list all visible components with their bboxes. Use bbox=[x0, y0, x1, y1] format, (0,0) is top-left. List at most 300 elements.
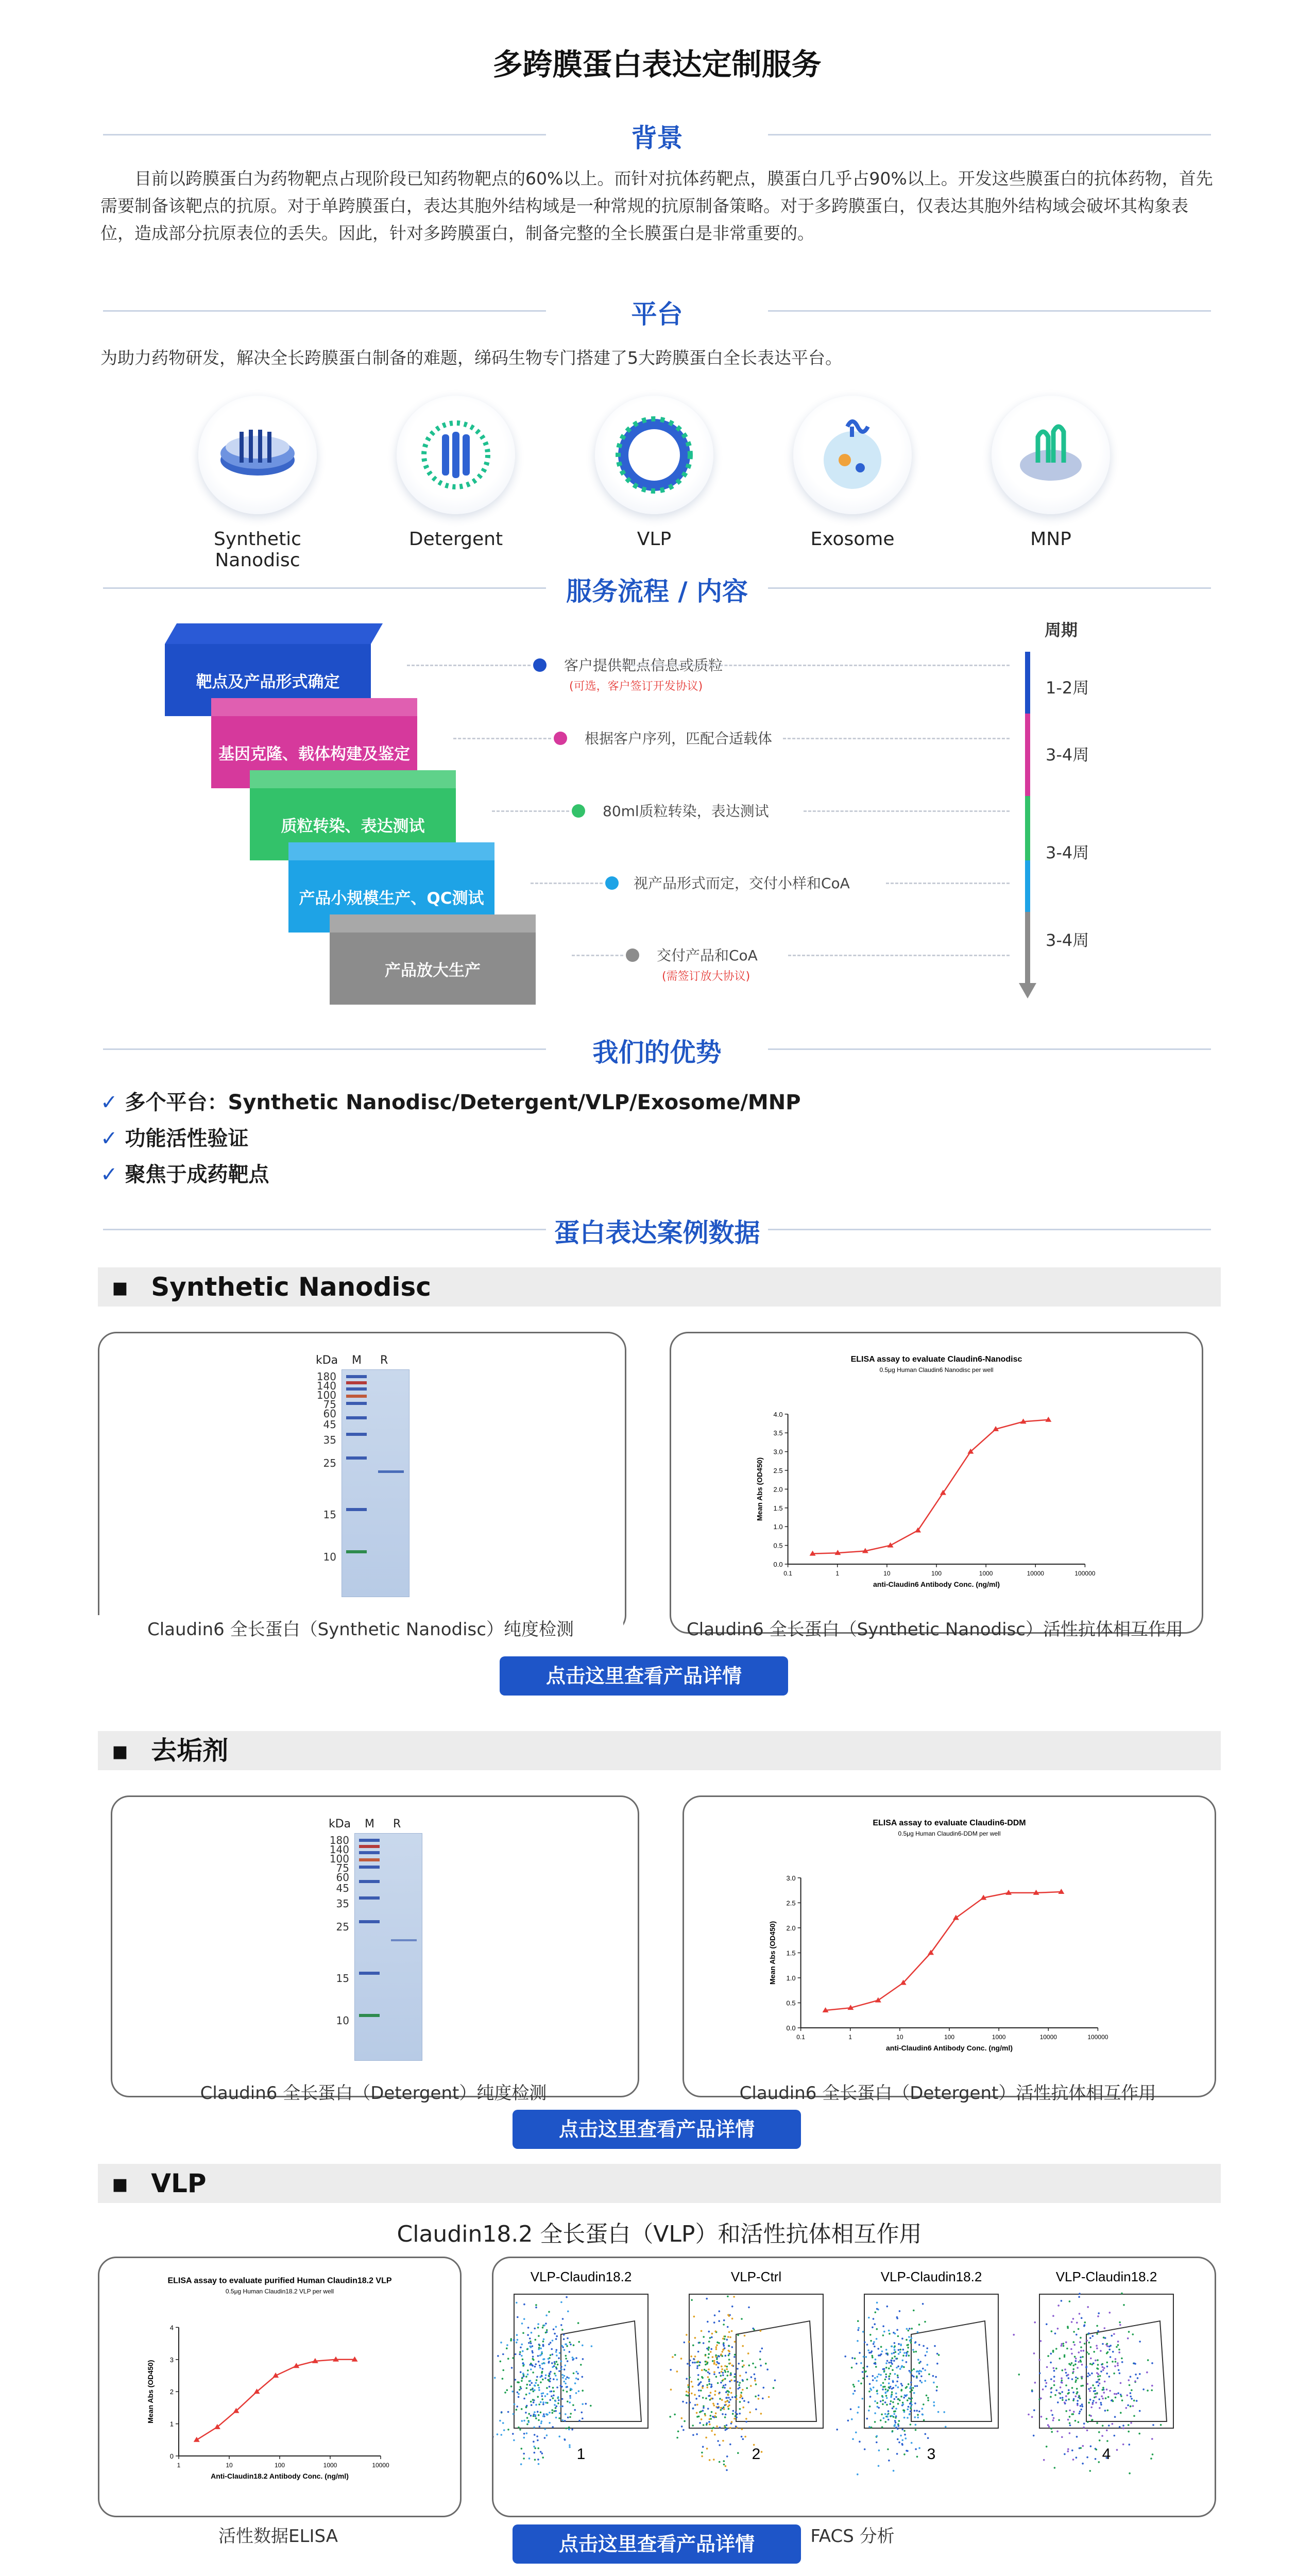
facs-event bbox=[922, 2368, 924, 2370]
facs-event bbox=[1086, 2340, 1088, 2342]
facs-event bbox=[1082, 2445, 1084, 2447]
facs-event bbox=[874, 2400, 876, 2402]
facs-event bbox=[1059, 2358, 1061, 2360]
facs-event bbox=[1090, 2346, 1092, 2348]
facs-event bbox=[890, 2360, 892, 2362]
facs-event bbox=[1097, 2376, 1099, 2378]
facs-event bbox=[564, 2375, 566, 2377]
facs-event bbox=[1064, 2402, 1066, 2404]
facs-event bbox=[724, 2369, 726, 2371]
facs-event bbox=[708, 2421, 710, 2423]
facs-event bbox=[513, 2439, 515, 2442]
facs-event bbox=[1072, 2413, 1074, 2415]
facs-event bbox=[910, 2424, 912, 2426]
facs-event bbox=[923, 2403, 925, 2405]
timeline-segment bbox=[1025, 714, 1030, 796]
facs-event bbox=[541, 2393, 543, 2395]
platform-label: Synthetic Nanodisc bbox=[214, 529, 301, 571]
facs-event bbox=[537, 2411, 539, 2413]
facs-event bbox=[691, 2299, 693, 2301]
facs-event bbox=[852, 2384, 855, 2386]
facs-event bbox=[910, 2408, 912, 2410]
facs-event bbox=[1089, 2399, 1091, 2401]
x-tick-label: 100 bbox=[274, 2462, 285, 2469]
facs-event bbox=[523, 2433, 525, 2435]
facs-event bbox=[510, 2385, 513, 2387]
facs-event bbox=[698, 2395, 701, 2397]
facs-event bbox=[1060, 2393, 1062, 2395]
elisa-card bbox=[98, 2257, 462, 2517]
facs-event bbox=[728, 2401, 730, 2403]
facs-event bbox=[719, 2461, 721, 2463]
facs-event bbox=[1118, 2351, 1120, 2353]
platform-mnp[interactable] bbox=[979, 396, 1123, 550]
facs-event bbox=[897, 2403, 899, 2405]
facs-event bbox=[545, 2413, 548, 2415]
facs-event bbox=[670, 2369, 672, 2371]
platform-paragraph: 为助力药物研发，解决全长跨膜蛋白制备的难题，绨码生物专门搭建了5大跨膜蛋白全长表达平台。 bbox=[100, 348, 842, 368]
facs-event bbox=[697, 2379, 699, 2381]
facs-event bbox=[722, 2386, 724, 2388]
facs-event bbox=[720, 2409, 722, 2411]
facs-event bbox=[719, 2444, 721, 2446]
facs-event bbox=[560, 2301, 562, 2303]
facs-event bbox=[869, 2405, 871, 2408]
facs-event bbox=[706, 2448, 708, 2450]
facs-event bbox=[882, 2403, 884, 2405]
facs-event bbox=[540, 2401, 542, 2403]
facs-event bbox=[705, 2370, 707, 2372]
facs-event bbox=[1068, 2398, 1070, 2400]
facs-event bbox=[1060, 2397, 1062, 2399]
facs-event bbox=[726, 2339, 728, 2341]
facs-event bbox=[888, 2460, 890, 2462]
facs-event bbox=[874, 2323, 876, 2325]
facs-event bbox=[1125, 2407, 1128, 2409]
facs-event bbox=[866, 2418, 868, 2420]
facs-event bbox=[729, 2380, 731, 2382]
facs-event bbox=[734, 2354, 736, 2356]
facs-event bbox=[702, 2410, 704, 2412]
facs-event bbox=[1082, 2463, 1084, 2465]
x-tick-label: 10000 bbox=[1027, 1570, 1044, 1577]
facs-event bbox=[729, 2427, 731, 2429]
facs-event bbox=[1046, 2324, 1048, 2326]
facs-event bbox=[907, 2347, 909, 2349]
facs-event bbox=[707, 2376, 709, 2378]
subsection-bar: ▪ VLP bbox=[98, 2164, 1221, 2203]
facs-event bbox=[500, 2342, 502, 2344]
chart-title: ELISA assay to evaluate purified Human Claudin18.2 VLP bbox=[167, 2276, 392, 2285]
gel-card bbox=[98, 1332, 626, 1634]
facs-event bbox=[1120, 2382, 1122, 2384]
facs-event bbox=[857, 2329, 859, 2331]
facs-event bbox=[726, 2455, 728, 2458]
facs-event bbox=[888, 2382, 890, 2384]
facs-event bbox=[731, 2330, 733, 2332]
facs-event bbox=[564, 2439, 566, 2441]
facs-event bbox=[542, 2327, 544, 2329]
facs-event bbox=[1098, 2312, 1100, 2314]
facs-event bbox=[892, 2408, 894, 2410]
facs-event bbox=[677, 2431, 679, 2433]
facs-event bbox=[1152, 2424, 1154, 2426]
facs-event bbox=[519, 2353, 521, 2355]
facs-event bbox=[1098, 2374, 1100, 2376]
timeline-segment bbox=[1025, 860, 1030, 912]
facs-event bbox=[554, 2333, 556, 2335]
facs-event bbox=[864, 2448, 866, 2450]
facs-event bbox=[1092, 2335, 1094, 2337]
facs-event bbox=[577, 2378, 579, 2380]
facs-event bbox=[899, 2349, 901, 2351]
facs-event bbox=[523, 2398, 525, 2400]
arrow-down-icon bbox=[1019, 983, 1036, 998]
facs-event bbox=[894, 2345, 896, 2347]
facs-event bbox=[546, 2329, 548, 2331]
facs-event bbox=[721, 2365, 723, 2367]
facs-event bbox=[911, 2404, 913, 2406]
facs-event bbox=[1111, 2400, 1113, 2402]
facs-event bbox=[874, 2346, 876, 2348]
facs-event bbox=[670, 2388, 672, 2391]
facs-event bbox=[535, 2304, 537, 2306]
facs-event bbox=[557, 2402, 559, 2404]
facs-event bbox=[494, 2377, 496, 2379]
facs-event bbox=[902, 2409, 905, 2411]
facs-event bbox=[725, 2384, 727, 2386]
facs-event bbox=[1045, 2380, 1047, 2382]
connector bbox=[453, 738, 551, 739]
facs-event bbox=[703, 2342, 705, 2344]
facs-event bbox=[582, 2345, 584, 2347]
facs-event bbox=[924, 2380, 926, 2382]
facs-event bbox=[565, 2383, 567, 2385]
facs-event bbox=[1050, 2378, 1052, 2380]
facs-event bbox=[1098, 2431, 1100, 2433]
facs-event bbox=[722, 2413, 724, 2415]
facs-event bbox=[726, 2469, 728, 2471]
facs-event bbox=[571, 2429, 573, 2431]
step-1-top bbox=[165, 623, 383, 644]
facs-event bbox=[582, 2403, 584, 2405]
facs-event bbox=[1151, 2389, 1153, 2392]
facs-event bbox=[925, 2354, 927, 2357]
facs-event bbox=[1063, 2343, 1065, 2345]
facs-event bbox=[887, 2414, 889, 2416]
facs-event bbox=[697, 2374, 699, 2376]
facs-event bbox=[572, 2404, 574, 2406]
facs-event bbox=[729, 2399, 731, 2401]
facs-event bbox=[1097, 2359, 1099, 2361]
facs-event bbox=[1128, 2379, 1130, 2381]
facs-event bbox=[867, 2349, 869, 2351]
product-details-button[interactable]: 点击这里查看产品详情 bbox=[513, 2110, 801, 2149]
facs-event bbox=[715, 2348, 718, 2350]
facs-event bbox=[1033, 2409, 1035, 2411]
facs-event bbox=[1080, 2350, 1082, 2352]
facs-event bbox=[530, 2389, 532, 2391]
facs-number: 4 bbox=[1102, 2446, 1111, 2463]
gel-marker: 15 bbox=[336, 1972, 349, 1985]
facs-event bbox=[549, 2386, 551, 2388]
facs-event bbox=[906, 2328, 908, 2330]
facs-event bbox=[538, 2389, 540, 2391]
facs-event bbox=[530, 2415, 532, 2417]
facs-event bbox=[746, 2387, 748, 2389]
facs-event bbox=[894, 2349, 896, 2351]
facs-event bbox=[694, 2394, 696, 2396]
facs-event bbox=[927, 2437, 929, 2439]
y-tick-label: 0.0 bbox=[773, 1561, 783, 1568]
facs-event bbox=[708, 2331, 710, 2333]
facs-event bbox=[733, 2380, 736, 2382]
facs-event bbox=[559, 2352, 561, 2354]
facs-event bbox=[715, 2412, 717, 2414]
facs-event bbox=[1055, 2368, 1057, 2370]
facs-event bbox=[701, 2455, 703, 2458]
facs-event bbox=[880, 2374, 882, 2376]
x-tick-label: 1000 bbox=[992, 2033, 1006, 2041]
facs-event bbox=[913, 2351, 915, 2353]
facs-event bbox=[921, 2382, 923, 2384]
facs-event bbox=[560, 2360, 562, 2362]
facs-event bbox=[1068, 2389, 1070, 2391]
facs-event bbox=[516, 2342, 518, 2344]
facs-event bbox=[1106, 2429, 1108, 2431]
facs-event bbox=[891, 2357, 893, 2359]
facs-event bbox=[541, 2363, 543, 2365]
facs-event bbox=[1102, 2369, 1104, 2371]
facs-event bbox=[516, 2409, 518, 2411]
facs-event bbox=[714, 2415, 716, 2417]
facs-event bbox=[897, 2386, 899, 2388]
facs-event bbox=[686, 2378, 688, 2380]
facs-event bbox=[892, 2387, 894, 2389]
facs-event bbox=[919, 2370, 921, 2372]
facs-event bbox=[890, 2373, 892, 2375]
facs-event bbox=[903, 2352, 906, 2354]
facs-event bbox=[542, 2345, 544, 2347]
facs-event bbox=[1046, 2366, 1048, 2368]
facs-event bbox=[1096, 2449, 1098, 2451]
product-details-button[interactable]: 点击这里查看产品详情 bbox=[500, 1656, 788, 1696]
facs-event bbox=[556, 2354, 558, 2357]
facs-event bbox=[1120, 2412, 1122, 2414]
facs-event bbox=[1132, 2405, 1134, 2407]
facs-event bbox=[1028, 2414, 1030, 2416]
facs-event bbox=[516, 2334, 518, 2336]
facs-event bbox=[534, 2384, 536, 2386]
facs-event bbox=[511, 2367, 513, 2369]
y-tick-label: 2.0 bbox=[786, 1924, 796, 1932]
facs-event bbox=[885, 2349, 888, 2351]
facs-event bbox=[1129, 2384, 1131, 2386]
facs-event bbox=[873, 2386, 875, 2388]
facs-event bbox=[532, 2399, 534, 2401]
x-tick-label: 0.1 bbox=[783, 1570, 792, 1577]
platform-vlp[interactable] bbox=[582, 396, 726, 550]
facs-event bbox=[750, 2376, 753, 2378]
facs-event bbox=[687, 2384, 689, 2386]
facs-event bbox=[523, 2420, 525, 2422]
facs-event bbox=[727, 2405, 729, 2408]
facs-event bbox=[883, 2331, 885, 2333]
facs-event bbox=[1117, 2364, 1119, 2366]
facs-event bbox=[502, 2378, 504, 2380]
facs-event bbox=[548, 2311, 550, 2313]
facs-event bbox=[1097, 2315, 1099, 2317]
facs-event bbox=[761, 2451, 763, 2453]
facs-event bbox=[934, 2345, 936, 2347]
facs-event bbox=[534, 2452, 536, 2454]
facs-event bbox=[706, 2386, 708, 2388]
y-tick-label: 3.0 bbox=[773, 1448, 783, 1456]
facs-event bbox=[720, 2382, 722, 2384]
facs-event bbox=[926, 2351, 928, 2353]
facs-event bbox=[1046, 2382, 1048, 2384]
facs-event bbox=[895, 2408, 897, 2410]
facs-event bbox=[733, 2356, 736, 2358]
platform-synthetic-nanodisc[interactable] bbox=[185, 396, 330, 571]
facs-event bbox=[1081, 2378, 1083, 2380]
facs-event bbox=[915, 2448, 917, 2450]
facs-event bbox=[1106, 2362, 1108, 2364]
facs-event bbox=[695, 2398, 697, 2400]
facs-event bbox=[533, 2415, 535, 2417]
facs-event bbox=[731, 2346, 733, 2348]
facs-event bbox=[910, 2386, 912, 2388]
facs-event bbox=[894, 2398, 896, 2400]
facs-event bbox=[497, 2433, 499, 2435]
facs-event bbox=[1130, 2405, 1132, 2408]
facs-event bbox=[532, 2388, 534, 2391]
facs-event bbox=[893, 2470, 895, 2472]
facs-event bbox=[725, 2414, 727, 2416]
facs-event bbox=[902, 2349, 905, 2351]
facs-event bbox=[896, 2317, 898, 2319]
facs-event bbox=[519, 2351, 521, 2353]
facs-event bbox=[723, 2385, 725, 2387]
facs-event bbox=[933, 2404, 935, 2406]
facs-event bbox=[542, 2403, 544, 2405]
facs-event bbox=[1052, 2315, 1054, 2317]
facs-event bbox=[709, 2459, 711, 2461]
facs-event bbox=[1077, 2378, 1079, 2380]
facs-event bbox=[883, 2370, 885, 2372]
facs-event bbox=[912, 2349, 914, 2351]
facs-event bbox=[553, 2410, 555, 2412]
facs-event bbox=[528, 2342, 530, 2344]
facs-event bbox=[1089, 2470, 1091, 2472]
facs-event bbox=[728, 2331, 730, 2333]
facs-event bbox=[526, 2405, 528, 2407]
step-3-top bbox=[250, 770, 456, 788]
facs-event bbox=[886, 2416, 889, 2418]
facs-event bbox=[1080, 2337, 1082, 2339]
facs-event bbox=[715, 2346, 718, 2348]
facs-event bbox=[1118, 2369, 1120, 2371]
facs-event bbox=[916, 2410, 918, 2412]
facs-event bbox=[896, 2329, 898, 2331]
facs-event bbox=[900, 2383, 902, 2385]
facs-event bbox=[1096, 2325, 1098, 2327]
facs-event bbox=[910, 2342, 912, 2344]
facs-event bbox=[721, 2355, 723, 2357]
facs-event bbox=[1076, 2388, 1078, 2390]
facs-event bbox=[708, 2380, 710, 2382]
connector bbox=[572, 955, 623, 956]
facs-event bbox=[762, 2398, 764, 2400]
facs-event bbox=[739, 2375, 741, 2377]
facs-event bbox=[718, 2362, 720, 2364]
facs-event bbox=[572, 2357, 574, 2359]
facs-event bbox=[555, 2400, 557, 2402]
facs-event bbox=[1031, 2391, 1033, 2393]
facs-event bbox=[728, 2353, 730, 2355]
facs-event bbox=[880, 2419, 882, 2421]
facs-event bbox=[540, 2451, 542, 2453]
facs-event bbox=[1134, 2363, 1136, 2365]
facs-event bbox=[768, 2396, 770, 2398]
facs-event bbox=[502, 2422, 504, 2424]
product-details-button[interactable]: 点击这里查看产品详情 bbox=[513, 2524, 801, 2564]
facs-event bbox=[560, 2366, 562, 2368]
platform-detergent[interactable] bbox=[384, 396, 528, 550]
facs-event bbox=[872, 2355, 874, 2357]
chart-subtitle: 0.5μg Human Claudin6 Nanodisc per well bbox=[879, 1366, 994, 1374]
facs-event bbox=[1077, 2403, 1079, 2405]
facs-event bbox=[1054, 2333, 1056, 2335]
facs-event bbox=[539, 2376, 541, 2378]
x-tick-label: 10 bbox=[883, 1570, 891, 1577]
facs-event bbox=[897, 2365, 899, 2367]
facs-event bbox=[860, 2362, 862, 2364]
facs-event bbox=[552, 2340, 554, 2342]
facs-event bbox=[1107, 2410, 1109, 2412]
facs-event bbox=[717, 2440, 719, 2442]
facs-event bbox=[512, 2433, 514, 2435]
platform-exosome[interactable] bbox=[780, 396, 925, 550]
facs-event bbox=[1067, 2393, 1069, 2395]
facs-event bbox=[709, 2372, 711, 2375]
facs-event bbox=[1045, 2385, 1047, 2387]
facs-event bbox=[884, 2392, 886, 2394]
facs-event bbox=[526, 2424, 528, 2426]
facs-event bbox=[921, 2408, 924, 2410]
facs-event bbox=[718, 2320, 720, 2322]
facs-event bbox=[913, 2310, 915, 2312]
chart-subtitle: 0.5μg Human Claudin18.2 VLP per well bbox=[225, 2287, 334, 2295]
facs-event bbox=[886, 2397, 888, 2399]
facs-event bbox=[708, 2368, 710, 2370]
facs-event bbox=[1129, 2444, 1131, 2446]
facs-event bbox=[726, 2368, 728, 2370]
facs-event bbox=[554, 2363, 556, 2365]
facs-event bbox=[1102, 2398, 1104, 2400]
facs-event bbox=[728, 2354, 730, 2357]
facs-event bbox=[889, 2375, 891, 2377]
facs-event bbox=[741, 2318, 743, 2320]
facs-event bbox=[1116, 2393, 1118, 2395]
facs-event bbox=[691, 2393, 693, 2395]
facs-event bbox=[734, 2396, 736, 2398]
x-tick-label: 10 bbox=[226, 2462, 233, 2469]
facs-panel bbox=[493, 2269, 648, 2465]
facs-event bbox=[1133, 2415, 1135, 2417]
facs-event bbox=[908, 2397, 910, 2399]
facs-event bbox=[1084, 2343, 1086, 2345]
